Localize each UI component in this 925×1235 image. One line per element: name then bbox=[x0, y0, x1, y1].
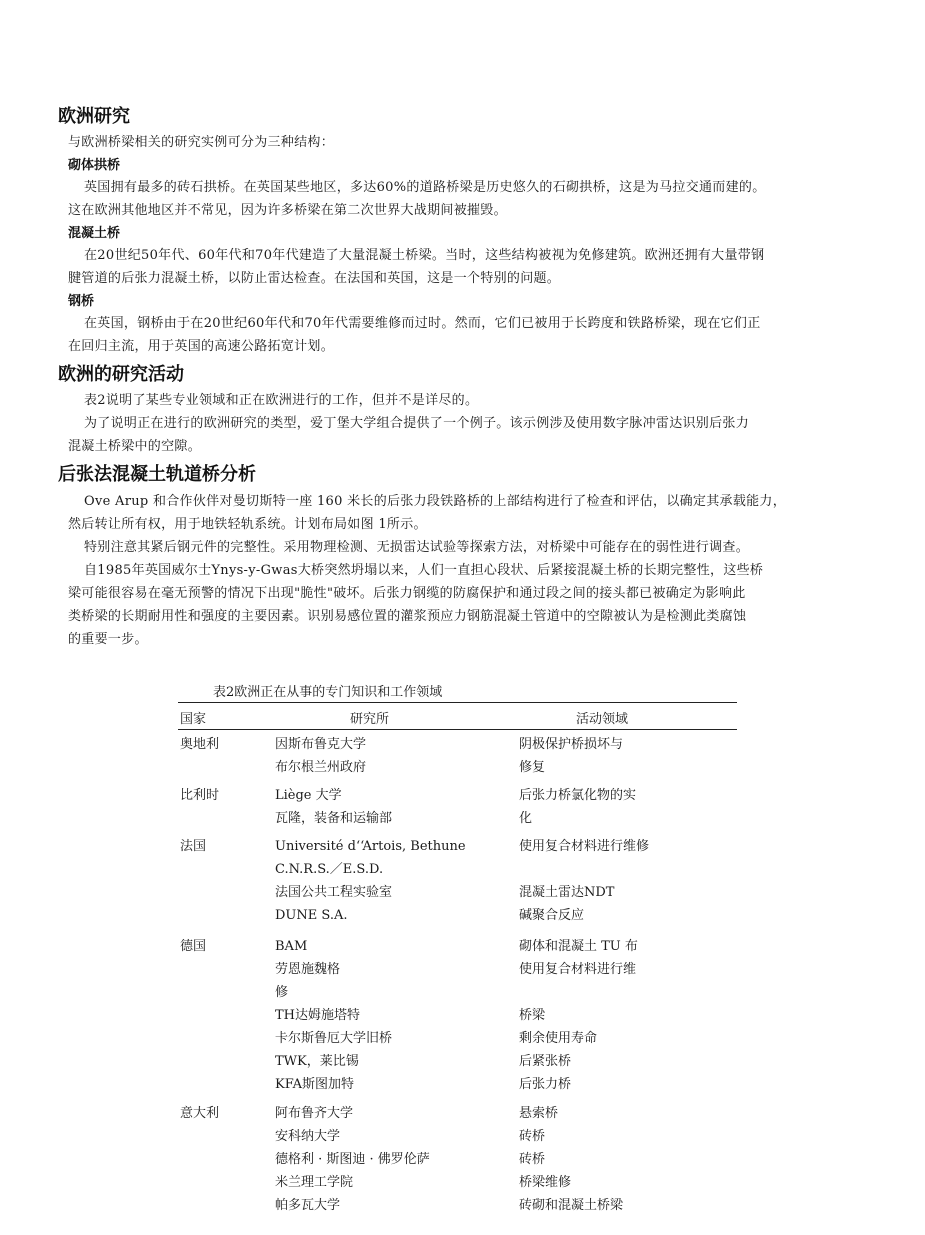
table-row-country: 奥地利 bbox=[180, 737, 220, 752]
table-cell-institute: DUNE S.A. bbox=[275, 908, 348, 923]
table-cell-institute: 因斯布鲁克大学 bbox=[275, 737, 367, 752]
table-top-rule bbox=[178, 702, 737, 703]
analysis-line-2: 然后转让所有权，用于地铁轻轨系统。计划布局如图 1所示。 bbox=[68, 517, 427, 532]
table-cell-activity: 桥梁 bbox=[519, 1008, 546, 1023]
table-cell-institute: 法国公共工程实验室 bbox=[275, 885, 393, 900]
table-cell-institute: 布尔根兰州政府 bbox=[275, 760, 367, 775]
table-row-country: 比利时 bbox=[180, 788, 220, 803]
table-header-institute: 研究所 bbox=[350, 712, 390, 727]
table-cell-institute: TH达姆施塔特 bbox=[275, 1008, 361, 1023]
table-cell-activity: 化 bbox=[519, 811, 533, 826]
subsection-title-masonry: 砌体拱桥 bbox=[68, 158, 121, 173]
analysis-line-5: 梁可能很容易在毫无预警的情况下出现"脆性"破坏。后张力钢缆的防腐保护和通过段之间的接头都已被确定为影响此 bbox=[68, 586, 746, 601]
intro-text: 与欧洲桥梁相关的研究实例可分为三种结构： bbox=[68, 135, 335, 150]
table-cell-activity: 后紧张桥 bbox=[519, 1054, 572, 1069]
section-title-analysis: 后张法混凝土轨道桥分析 bbox=[58, 464, 256, 485]
analysis-line-1: Ove Arup 和合作伙伴对曼切斯特一座 160 米长的后张力段铁路桥的上部结构进行了检查和评估，以确定其承载能力， bbox=[84, 494, 787, 509]
masonry-line-2: 这在欧洲其他地区并不常见，因为许多桥梁在第二次世界大战期间被摧毁。 bbox=[68, 203, 507, 218]
table-cell-institute: 安科纳大学 bbox=[275, 1129, 341, 1144]
table-cell-institute: KFA斯图加特 bbox=[275, 1077, 354, 1092]
steel-line-2: 在回归主流，用于英国的高速公路拓宽计划。 bbox=[68, 339, 335, 354]
table-cell-institute: Université d‘‘Artois, Bethune bbox=[275, 839, 466, 854]
table-cell-activity: 混凝土雷达NDT bbox=[519, 885, 615, 900]
activities-line-3: 混凝土桥梁中的空隙。 bbox=[68, 439, 202, 454]
table-cell-activity: 后张力桥 bbox=[519, 1077, 572, 1092]
table-cell-activity: 桥梁维修 bbox=[519, 1175, 572, 1190]
table-caption: 表2欧洲正在从事的专门知识和工作领域 bbox=[213, 685, 443, 700]
table-cell-activity: 砌体和混凝土 TU 布 bbox=[519, 939, 638, 954]
table-cell-institute: Liège 大学 bbox=[275, 788, 342, 803]
analysis-line-7: 的重要一步。 bbox=[68, 632, 148, 647]
table-cell-activity: 砖砌和混凝土桥梁 bbox=[519, 1198, 624, 1213]
table-cell-institute: 德格利 · 斯图迪 · 佛罗伦萨 bbox=[275, 1152, 430, 1167]
section-title-europe-research: 欧洲研究 bbox=[58, 106, 130, 127]
table-cell-activity: 使用复合材料进行维修 bbox=[519, 839, 650, 854]
table-header-activity: 活动领域 bbox=[576, 712, 629, 727]
subsection-title-concrete: 混凝土桥 bbox=[68, 226, 121, 241]
table-header-country: 国家 bbox=[180, 712, 207, 727]
table-cell-activity: 修复 bbox=[519, 760, 546, 775]
table-cell-institute: 修 bbox=[275, 985, 289, 1000]
table-row-country: 意大利 bbox=[180, 1106, 220, 1121]
table-cell-activity: 砖桥 bbox=[519, 1129, 546, 1144]
table-cell-activity: 剩余使用寿命 bbox=[519, 1031, 598, 1046]
table-cell-activity: 碱聚合反应 bbox=[519, 908, 585, 923]
steel-line-1: 在英国，钢桥由于在20世纪60年代和70年代需要维修而过时。然而，它们已被用于长跨度和铁路桥梁，现在它们正 bbox=[84, 316, 761, 331]
subsection-title-steel: 钢桥 bbox=[68, 294, 95, 309]
concrete-line-2: 腱管道的后张力混凝土桥，以防止雷达检查。在法国和英国，这是一个特别的问题。 bbox=[68, 271, 561, 286]
activities-line-2: 为了说明正在进行的欧洲研究的类型，爱丁堡大学组合提供了一个例子。该示例涉及使用数字脉冲雷达识别后张力 bbox=[84, 416, 750, 431]
table-cell-institute: 瓦隆，装备和运输部 bbox=[275, 811, 393, 826]
table-cell-institute: 阿布鲁齐大学 bbox=[275, 1106, 354, 1121]
analysis-line-6: 类桥梁的长期耐用性和强度的主要因素。识别易感位置的灌浆预应力钢筋混凝土管道中的空隙被认为是检测此类腐蚀 bbox=[68, 609, 747, 624]
table-cell-activity: 砖桥 bbox=[519, 1152, 546, 1167]
table-header-rule bbox=[178, 729, 737, 730]
table-cell-activity: 悬索桥 bbox=[519, 1106, 559, 1121]
table-cell-institute: 米兰理工学院 bbox=[275, 1175, 354, 1190]
section-title-research-activities: 欧洲的研究活动 bbox=[58, 364, 184, 385]
analysis-line-3: 特别注意其紧后钢元件的完整性。采用物理检测、无损雷达试验等探索方法，对桥梁中可能存在的弱性进行调查。 bbox=[84, 540, 750, 555]
table-cell-institute: BAM bbox=[275, 939, 308, 954]
table-row-country: 德国 bbox=[180, 939, 207, 954]
table-cell-institute: C.N.R.S.／E.S.D. bbox=[275, 862, 384, 877]
concrete-line-1: 在20世纪50年代、60年代和70年代建造了大量混凝土桥梁。当时，这些结构被视为免修建筑。欧洲还拥有大量带钢 bbox=[84, 248, 765, 263]
table-cell-institute: 帕多瓦大学 bbox=[275, 1198, 341, 1213]
table-cell-activity: 阴极保护桥损坏与 bbox=[519, 737, 624, 752]
table-cell-institute: 卡尔斯鲁厄大学旧桥 bbox=[275, 1031, 393, 1046]
activities-line-1: 表2说明了某些专业领域和正在欧洲进行的工作，但并不是详尽的。 bbox=[84, 393, 479, 408]
masonry-line-1: 英国拥有最多的砖石拱桥。在英国某些地区，多达60%的道路桥梁是历史悠久的石砌拱桥，这是为马拉交通而建的。 bbox=[84, 180, 766, 195]
table-cell-activity: 使用复合材料进行维 bbox=[519, 962, 637, 977]
table-cell-institute: 劳恩施魏格 bbox=[275, 962, 341, 977]
analysis-line-4: 自1985年英国威尔士Ynys-y-Gwas大桥突然坍塌以来，人们一直担心段状、后紧接混凝土桥的长期完整性，这些桥 bbox=[84, 563, 764, 578]
table-cell-institute: TWK，莱比锡 bbox=[275, 1054, 359, 1069]
table-cell-activity: 后张力桥氯化物的实 bbox=[519, 788, 637, 803]
table-row-country: 法国 bbox=[180, 839, 207, 854]
